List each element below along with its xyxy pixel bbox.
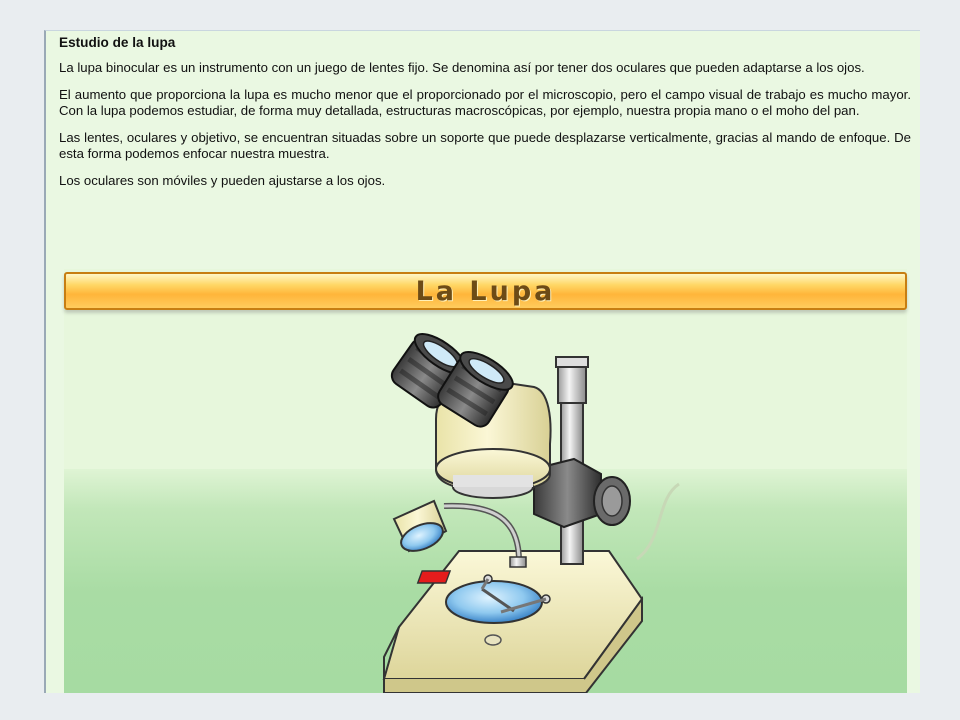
power-cord [637,484,679,559]
text-content [59,35,911,199]
paragraph-1: La lupa binocular es un instrumento con un juego de lentes fijo. Se denomina así por tener dos oculares que pueden adaptarse a los ojos. [59,60,865,75]
figure-area [64,269,907,693]
stage-glass-plate [446,581,542,623]
banner-title: La Lupa [415,276,556,307]
paragraph-4: Los oculares son móviles y pueden ajustarse a los ojos. [59,172,386,188]
base-knob-icon [485,635,501,645]
paragraph-2: El aumento que proporciona la lupa es mucho menor que el proporcionado por el microscopio, pero el campo visual de trabajo es mucho mayor. Con la lupa podemos estudiar, de forma muy detallada, estructuras macroscópicas, por ejemplo, nuestra propia mano o el moho del pan. [59,86,911,118]
section-heading: Estudio de la lupa [59,35,176,50]
microscope-base [384,551,642,693]
power-switch-icon [418,571,450,583]
paragraph-3: Las lentes, oculares y objetivo, se encuentran situadas sobre un soporte que puede desplazarse verticalmente, gracias al mando de enfoque. De esta forma podemos enfocar nuestra muestra. [59,129,911,161]
stereo-microscope-illustration [64,269,907,693]
document-page [44,30,920,693]
